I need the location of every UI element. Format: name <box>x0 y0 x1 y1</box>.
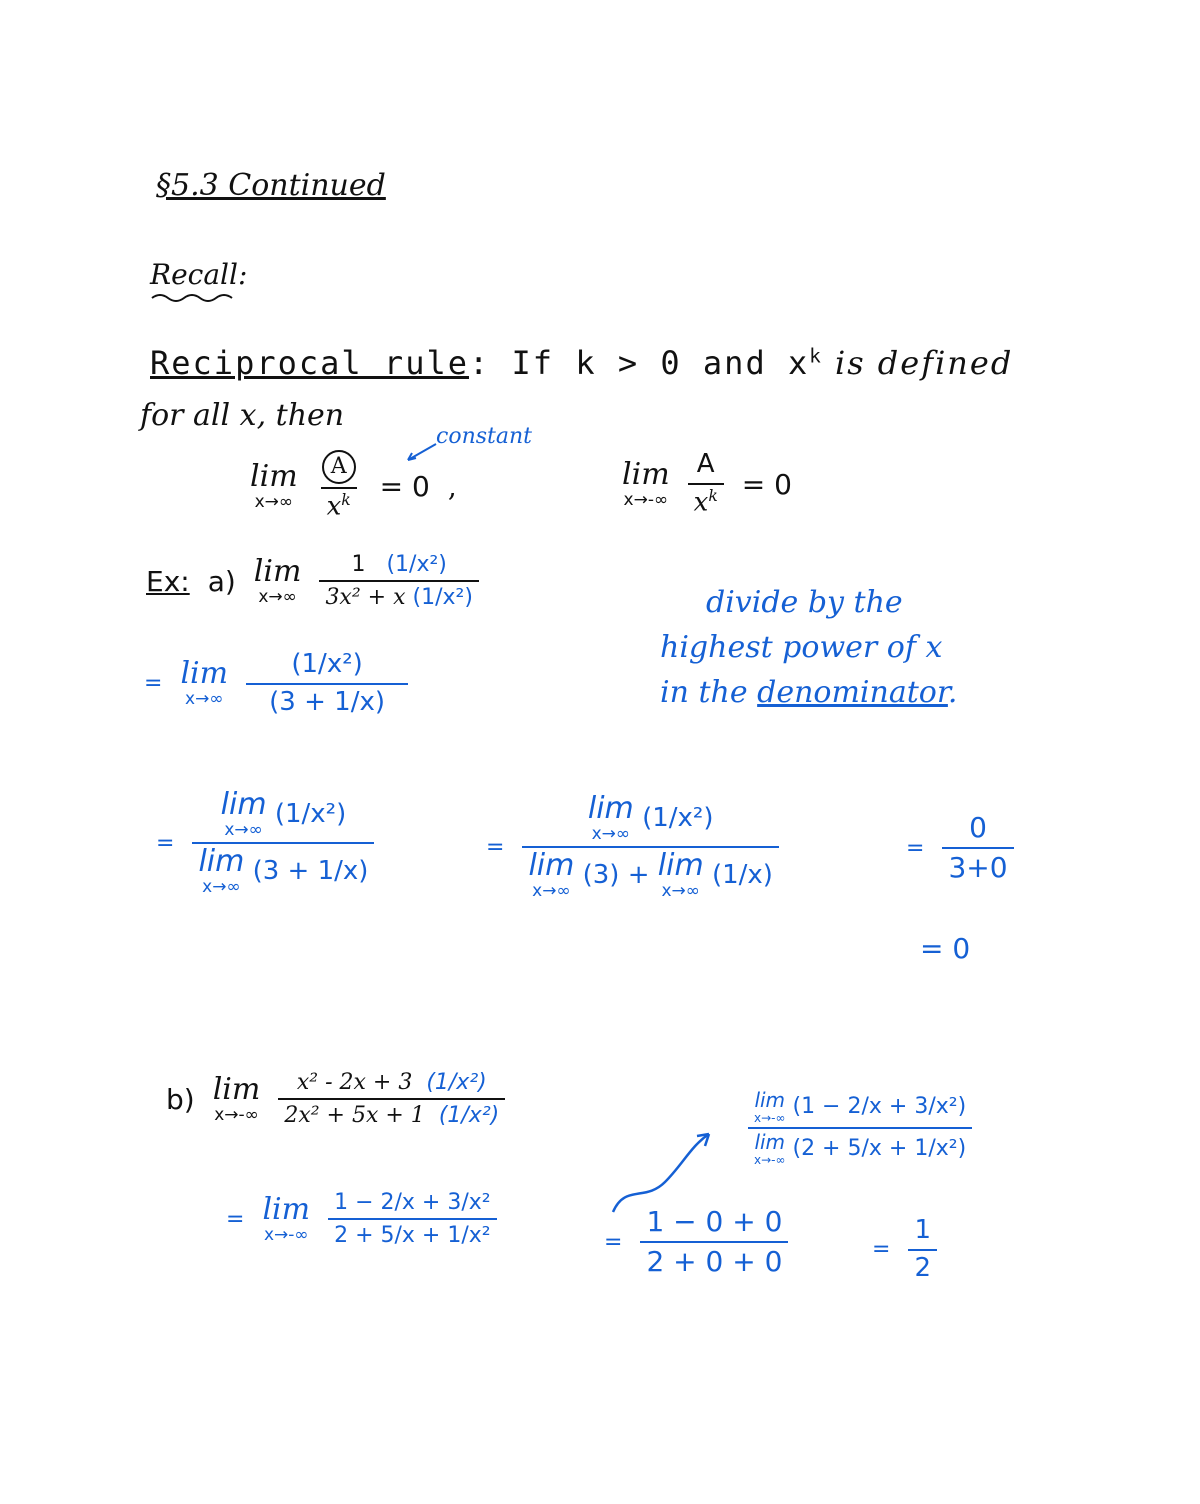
example-a-step-1 <box>144 650 408 718</box>
example-b-step-3 <box>872 1216 937 1284</box>
lim-subscript: x→∞ <box>532 881 571 901</box>
equals: = <box>872 1237 891 1263</box>
reciprocal-limit-neg <box>622 450 792 518</box>
denominator-expr: (2 + 5/x + 1/x²) <box>792 1136 967 1161</box>
example-a-step-3 <box>486 791 779 901</box>
numerator-expr: (1/x²) <box>274 799 347 829</box>
note-period: . <box>947 675 958 710</box>
rule-label: Reciprocal rule <box>150 344 469 382</box>
equals: = <box>226 1206 245 1232</box>
denominator-expr: (3 + 1/x) <box>252 856 369 886</box>
numerator-expr: (1 − 2/x + 3/x²) <box>792 1094 967 1119</box>
denominator-text: 2x² + 5x + 1 <box>284 1103 425 1129</box>
lim-word: lim <box>250 458 298 494</box>
equals: = <box>156 830 175 856</box>
lim-operator <box>587 791 634 844</box>
plus: + <box>627 860 650 890</box>
lim-operator <box>754 1090 785 1124</box>
equals: = <box>144 671 163 697</box>
fraction <box>246 650 408 718</box>
lim-word: lim <box>220 787 267 822</box>
fraction-numerator: (1/x²) <box>291 649 363 679</box>
lim-operator <box>250 458 298 512</box>
lim-word: lim <box>622 456 670 492</box>
lim-subscript: x→∞ <box>661 881 700 901</box>
rule-line-2: for all x, then <box>140 398 345 433</box>
lim-operator <box>198 844 245 897</box>
fraction-denominator: 2 + 5/x + 1/x² <box>328 1218 497 1248</box>
lim-subscript: x→-∞ <box>214 1104 259 1125</box>
fraction-numerator <box>215 787 353 842</box>
page-title: §5.3 Continued <box>156 168 386 203</box>
note-underlined-word: denominator <box>757 675 948 710</box>
fraction <box>522 791 779 901</box>
lim-subscript: x→∞ <box>224 820 263 840</box>
note-line-2: highest power of x <box>660 630 943 665</box>
fraction-denominator <box>522 846 779 900</box>
fraction-numerator <box>316 450 362 487</box>
example-b-problem <box>166 1070 505 1129</box>
fraction-denominator: (3 + 1/x) <box>246 683 408 718</box>
fraction-denominator: 2 <box>908 1249 937 1284</box>
fraction-denominator <box>748 1127 972 1166</box>
example-a-problem <box>146 552 479 611</box>
lim-word: lim <box>180 656 229 692</box>
lim-operator <box>180 656 229 710</box>
recall-heading: Recall: <box>150 258 248 291</box>
example-a-step-2 <box>156 787 374 897</box>
equals: = <box>906 835 925 861</box>
den-exp: k <box>341 491 351 509</box>
den-base: x <box>326 491 342 522</box>
lim-subscript: x→∞ <box>202 877 241 897</box>
fraction <box>640 1206 788 1278</box>
fraction-numerator: A <box>696 449 715 479</box>
fraction-numerator: 1 − 0 + 0 <box>646 1205 783 1238</box>
fraction <box>328 1190 497 1249</box>
lim-operator <box>754 1132 785 1166</box>
fraction-numerator: 0 <box>969 811 987 844</box>
fraction-denominator <box>278 1098 505 1128</box>
limit-result: = 0 <box>741 467 792 501</box>
denominator-term-a: (3) <box>582 860 620 890</box>
equals: = <box>604 1229 623 1255</box>
example-label: Ex: <box>146 564 190 598</box>
note-line-3 <box>660 670 957 715</box>
fraction-numerator: 1 <box>914 1215 931 1245</box>
rule-line-1 <box>150 344 1013 382</box>
fraction <box>316 450 362 523</box>
note-line-1: divide by the <box>706 585 903 620</box>
lim-operator <box>212 1071 261 1125</box>
lim-word: lim <box>657 848 704 883</box>
fraction <box>748 1090 972 1166</box>
comma: , <box>447 469 457 503</box>
reciprocal-limit-pos <box>250 450 457 523</box>
recall-wavy-underline <box>150 290 240 304</box>
example-b-step-1 <box>226 1190 497 1249</box>
denominator-multiplier: (1/x²) <box>438 1103 500 1129</box>
lim-word: lim <box>587 791 634 826</box>
fraction-denominator: 2 + 0 + 0 <box>640 1241 788 1278</box>
example-b-side-limit <box>748 1090 972 1166</box>
constant-annotation: constant <box>436 424 532 449</box>
lim-subscript: x→∞ <box>254 491 294 512</box>
lim-subscript: x→∞ <box>258 586 297 607</box>
lim-subscript: x→∞ <box>185 689 224 710</box>
fraction-denominator <box>321 487 357 523</box>
rule-exponent: k <box>809 344 823 368</box>
fraction <box>192 787 374 897</box>
note-line-3-pre: in the <box>660 675 758 710</box>
numerator-text: 1 <box>351 552 366 577</box>
rule-condition-end: is defined <box>822 344 1014 382</box>
lim-word: lim <box>754 1088 786 1112</box>
fraction-denominator <box>192 842 374 896</box>
lim-subscript: x→∞ <box>591 824 631 844</box>
example-a-step-4 <box>906 812 1014 884</box>
lim-word: lim <box>212 1071 261 1107</box>
example-a-final: = 0 <box>920 932 971 965</box>
numerator-multiplier: (1/x²) <box>386 552 447 577</box>
limit-result: = 0 <box>379 469 430 503</box>
fraction-numerator: 1 − 2/x + 3/x² <box>334 1190 491 1215</box>
fraction <box>688 450 724 518</box>
lim-subscript: x→-∞ <box>754 1153 786 1167</box>
lim-operator <box>528 848 575 901</box>
fraction <box>942 812 1013 884</box>
fraction-numerator <box>582 791 720 846</box>
lim-operator <box>622 456 670 510</box>
den-exp: k <box>708 486 718 505</box>
divide-note <box>660 580 957 715</box>
denominator-term-b: (1/x) <box>711 860 773 890</box>
rule-condition: If k > 0 and x <box>511 344 810 382</box>
fraction-denominator <box>319 580 478 610</box>
part-label: b) <box>166 1082 195 1116</box>
lim-word: lim <box>253 553 302 589</box>
lim-subscript: x→-∞ <box>754 1111 786 1125</box>
fraction-denominator <box>688 483 724 519</box>
part-label: a) <box>207 564 236 598</box>
lim-word: lim <box>198 844 245 879</box>
lim-operator <box>253 553 302 607</box>
lim-subscript: x→-∞ <box>263 1224 309 1245</box>
fraction-numerator <box>345 552 452 580</box>
denominator-multiplier: (1/x²) <box>412 585 473 611</box>
fraction-numerator <box>291 1070 493 1098</box>
lim-operator <box>220 787 267 840</box>
den-base: x <box>693 487 709 518</box>
circled-constant: A <box>322 450 356 484</box>
rule-colon: : <box>468 344 491 382</box>
lim-operator <box>262 1191 311 1245</box>
numerator-expr: (1/x²) <box>642 803 714 833</box>
lim-subscript: x→-∞ <box>623 489 669 510</box>
fraction-denominator: 3+0 <box>942 847 1013 884</box>
fraction <box>908 1216 937 1284</box>
example-b-step-2 <box>604 1206 788 1278</box>
lim-word: lim <box>754 1130 786 1154</box>
lim-word: lim <box>528 848 575 883</box>
equals: = <box>486 834 505 860</box>
numerator-text: x² - 2x + 3 <box>296 1070 413 1095</box>
lim-word: lim <box>262 1191 311 1227</box>
numerator-multiplier: (1/x²) <box>426 1070 487 1095</box>
lim-operator <box>657 848 704 901</box>
fraction-numerator <box>748 1090 972 1127</box>
fraction <box>278 1070 505 1129</box>
fraction <box>319 552 478 611</box>
denominator-text: 3x² + x <box>325 585 406 611</box>
